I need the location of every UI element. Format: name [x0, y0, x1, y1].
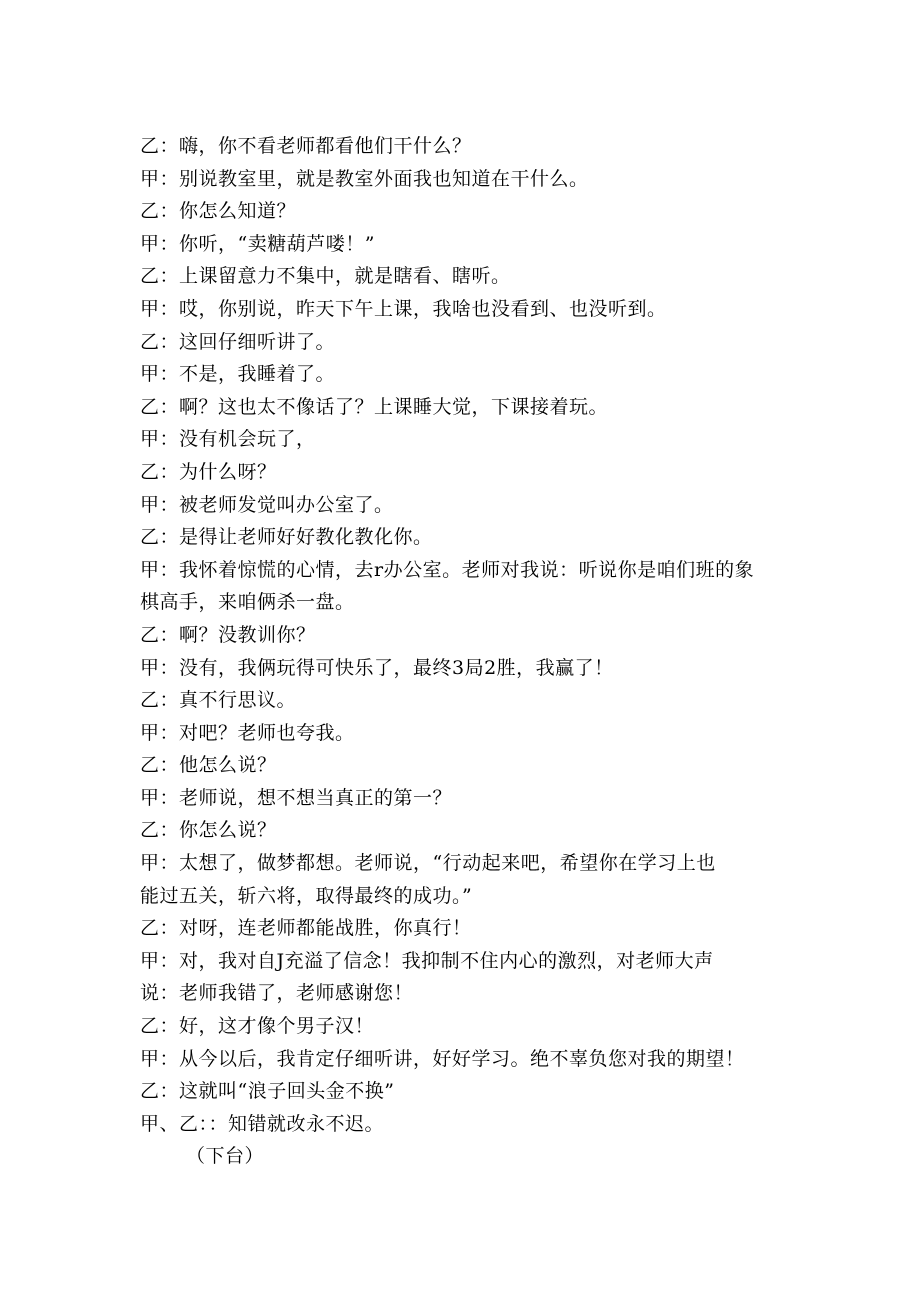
dialogue-line-24: 能过五关，斩六将，取得最终的成功。”: [140, 884, 473, 907]
dialogue-line-23: 甲：太想了，做梦都想。老师说，“行动起来吧，希望你在学习上也: [140, 852, 716, 875]
stage-direction: （下台）: [186, 1145, 265, 1168]
dialogue-line-8: 甲：不是，我睡着了。: [140, 363, 336, 386]
dialogue-line-22: 乙：你怎么说？: [140, 819, 277, 842]
dialogue-line-16: 乙：啊？没教训你？: [140, 623, 316, 646]
dialogue-line-11: 乙：为什么呀？: [140, 460, 277, 483]
dialogue-line-13: 乙：是得让老师好好教化教化你。: [140, 526, 433, 549]
dialogue-line-1: 乙：嗨，你不看老师都看他们干什么？: [140, 135, 472, 157]
dialogue-line-3: 乙：你怎么知道？: [140, 200, 297, 223]
dialogue-line-27: 说：老师我错了，老师感谢您！: [140, 982, 414, 1005]
dialogue-line-29: 甲：从今以后，我肯定仔细听讲，好好学习。绝不辜负您对我的期望！: [140, 1047, 745, 1070]
dialogue-line-5: 乙：上课留意力不集中，就是瞎看、瞎听。: [140, 265, 511, 288]
dialogue-line-28: 乙：好，这才像个男子汉！: [140, 1015, 375, 1038]
dialogue-line-19: 甲：对吧？老师也夸我。: [140, 721, 355, 744]
dialogue-line-6: 甲：哎，你别说，昨天下午上课，我啥也没看到、也没听到。: [140, 297, 667, 320]
dialogue-line-31: 甲、乙：：知错就改永不迟。: [140, 1112, 385, 1135]
dialogue-line-26: 甲：对，我对自J充溢了信念！我抑制不住内心的激烈，对老师大声: [140, 949, 714, 972]
dialogue-line-14: 甲：我怀着惊慌的心情，去r办公室。老师对我说：听说你是咱们班的象: [140, 558, 755, 581]
dialogue-line-10: 甲：没有机会玩了，: [140, 428, 316, 451]
dialogue-line-20: 乙：他怎么说？: [140, 754, 277, 777]
dialogue-line-9: 乙：啊？这也太不像话了？上课睡大觉，下课接着玩。: [140, 395, 609, 418]
dialogue-line-17: 甲：没有，我俩玩得可快乐了，最终3局2胜，我赢了！: [140, 656, 614, 679]
dialogue-line-15: 棋高手，来咱俩杀一盘。: [140, 591, 355, 614]
dialogue-line-12: 甲：被老师发觉叫办公室了。: [140, 493, 394, 516]
dialogue-line-7: 乙：这回仔细听讲了。: [140, 330, 336, 353]
dialogue-line-30: 乙：这就叫“浪子回头金不换”: [140, 1080, 395, 1103]
dialogue-line-21: 甲：老师说，想不想当真正的第一？: [140, 786, 453, 809]
dialogue-line-25: 乙：对呀，连老师都能战胜，你真行！: [140, 917, 472, 940]
dialogue-line-18: 乙：真不行思议。: [140, 689, 297, 712]
dialogue-line-2: 甲：别说教室里，就是教室外面我也知道在干什么。: [140, 167, 589, 190]
dialogue-script: [140, 130, 800, 1173]
dialogue-line-4: 甲：你听，“卖糖葫芦喽！”: [140, 232, 375, 255]
